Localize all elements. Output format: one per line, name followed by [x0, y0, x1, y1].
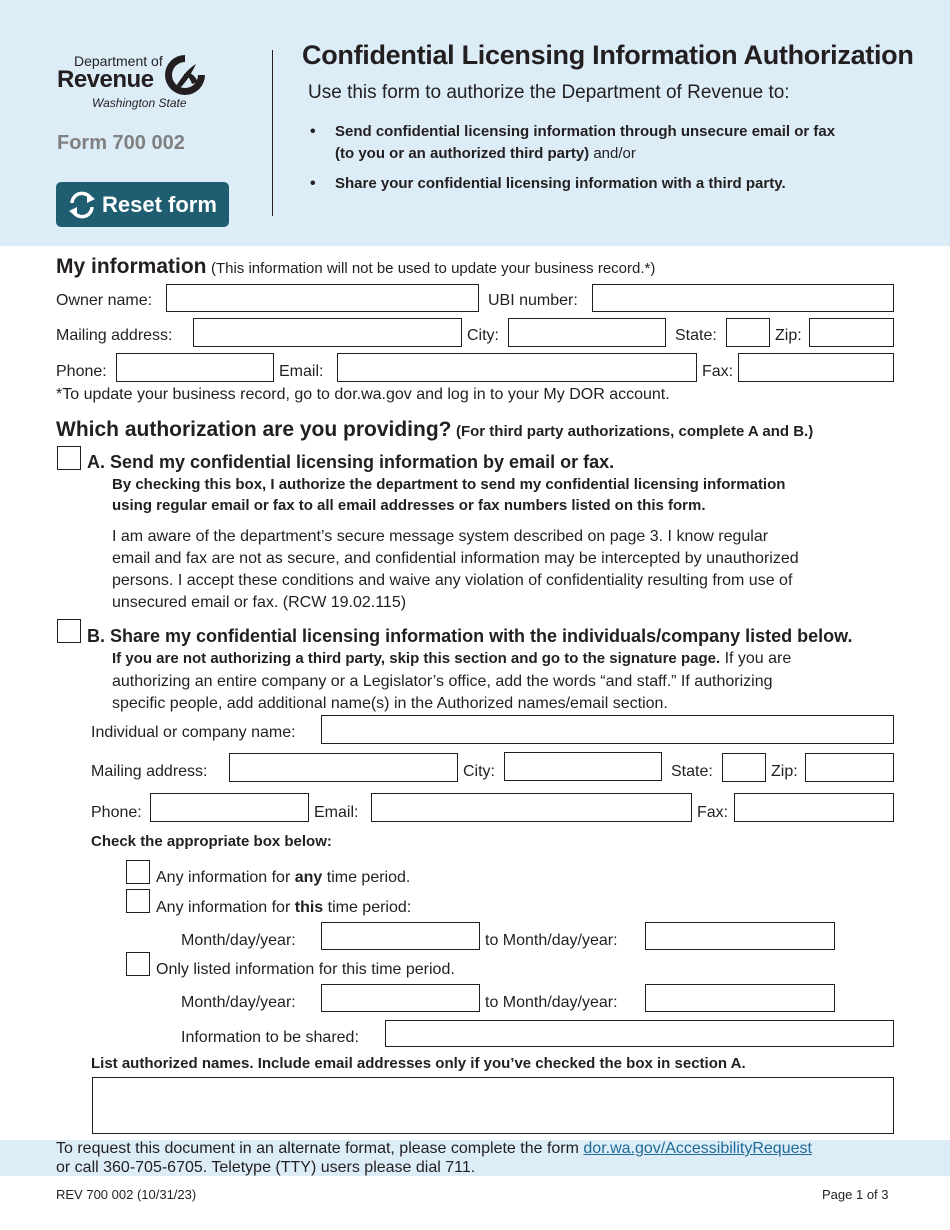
option-any-period-bold: any: [294, 869, 323, 886]
option-any-period-checkbox[interactable]: [126, 860, 150, 884]
logo-dept-text: Department of: [74, 53, 163, 69]
opt3-to-date-field[interactable]: [645, 984, 835, 1012]
mailing-address-label: Mailing address:: [56, 327, 173, 344]
section-a-checkbox[interactable]: [57, 446, 81, 470]
option-any-period-pre: Any information for: [156, 869, 295, 886]
accessibility-text: To request this document in an alternate format, please complete the form: [56, 1140, 584, 1157]
accessibility-line-2: or call 360-705-6705. Teletype (TTY) users please dial 711.: [56, 1159, 476, 1176]
b-zip-field[interactable]: [805, 753, 894, 782]
bullet-icon: •: [310, 175, 316, 192]
b-ind-company-field[interactable]: [321, 715, 894, 744]
section-a-para-line-1: I am aware of the department’s secure message system described on page 3. I know regular: [112, 528, 769, 545]
option-any-period-post: time period.: [322, 869, 411, 886]
zip-label: Zip:: [775, 327, 802, 344]
info-shared-field[interactable]: [385, 1020, 894, 1047]
opt3-from-date-label: Month/day/year:: [181, 994, 296, 1011]
bullet-1-line-1: Send confidential licensing information through unsecure email or fax: [335, 123, 836, 140]
page-title: Confidential Licensing Information Authorization: [302, 40, 914, 70]
b-state-field[interactable]: [722, 753, 766, 782]
my-info-note: (This information will not be used to update your business record.*): [210, 260, 656, 277]
opt3-from-date-field[interactable]: [321, 984, 480, 1012]
email-field[interactable]: [337, 353, 697, 382]
city-field[interactable]: [508, 318, 666, 347]
option-this-period-pre: Any information for: [156, 899, 295, 916]
option-this-period-label: [156, 899, 411, 917]
phone-label: Phone:: [56, 363, 107, 380]
b-city-label: City:: [463, 763, 495, 780]
auth-heading-row: [56, 418, 813, 442]
zip-field[interactable]: [809, 318, 894, 347]
form-number: Form 700 002: [57, 132, 185, 154]
bullet-1-line-2: [335, 145, 636, 162]
b-ind-company-label: Individual or company name:: [91, 724, 296, 741]
b-phone-field[interactable]: [150, 793, 309, 822]
state-field[interactable]: [726, 318, 770, 347]
auth-note: (For third party authorizations, complete A and B.): [455, 423, 814, 440]
option-this-period-bold: this: [294, 899, 324, 916]
header-divider: [272, 50, 273, 216]
b-city-field[interactable]: [504, 752, 662, 781]
state-label: State:: [675, 327, 717, 344]
section-b-line-2: authorizing an entire company or a Legislator’s office, add the words “and staff.” If authorizing: [112, 673, 773, 690]
bullet-1-line-2-bold: (to you or an authorized third party): [335, 145, 590, 162]
city-label: City:: [467, 327, 499, 344]
b-mailing-label: Mailing address:: [91, 763, 208, 780]
intro-text: Use this form to authorize the Department of Revenue to:: [308, 82, 790, 103]
section-b-title: B. Share my confidential licensing information with the individuals/company listed below.: [87, 626, 853, 646]
section-b-line-1-bold: If you are not authorizing a third party, skip this section and go to the signature page.: [112, 650, 721, 667]
opt2-from-date-field[interactable]: [321, 922, 480, 950]
section-a-para-line-4: unsecured email or fax. (RCW 19.02.115): [112, 594, 407, 611]
section-b-checkbox[interactable]: [57, 619, 81, 643]
bullet-icon: •: [310, 123, 316, 140]
logo-state-text: Washington State: [92, 96, 187, 110]
info-shared-label: Information to be shared:: [181, 1029, 359, 1046]
section-a-bold-line-1: By checking this box, I authorize the department to send my confidential licensing information: [112, 476, 786, 493]
fax-field[interactable]: [738, 353, 894, 382]
b-state-label: State:: [671, 763, 713, 780]
phone-field[interactable]: [116, 353, 274, 382]
dor-logo-mark-icon: [162, 52, 208, 98]
b-email-field[interactable]: [371, 793, 692, 822]
b-mailing-field[interactable]: [229, 753, 458, 782]
page-number: Page 1 of 3: [822, 1187, 889, 1202]
ubi-label: UBI number:: [488, 292, 578, 309]
accessibility-line-1: [56, 1140, 812, 1158]
b-email-label: Email:: [314, 804, 359, 821]
bullet-1-line-2-rest: and/or: [589, 145, 636, 162]
section-a-para-line-3: persons. I accept these conditions and waive any violation of confidentiality resulting from use of: [112, 572, 793, 589]
b-fax-label: Fax:: [697, 804, 729, 821]
check-box-heading: Check the appropriate box below:: [91, 833, 332, 850]
opt2-to-date-label: to Month/day/year:: [485, 932, 618, 949]
b-fax-field[interactable]: [734, 793, 894, 822]
option-this-period-checkbox[interactable]: [126, 889, 150, 913]
my-info-heading-row: [56, 255, 655, 279]
option-this-period-post: time period:: [323, 899, 412, 916]
accessibility-request-link[interactable]: dor.wa.gov/AccessibilityRequest: [583, 1140, 812, 1157]
section-a-para-line-2: email and fax are not as secure, and confidential information may be intercepted by unauthorized: [112, 550, 799, 567]
logo-revenue-text: Revenue: [57, 66, 154, 93]
reset-icon: [64, 187, 100, 223]
b-zip-label: Zip:: [771, 763, 798, 780]
opt3-to-date-label: to Month/day/year:: [485, 994, 618, 1011]
opt2-to-date-field[interactable]: [645, 922, 835, 950]
section-b-line-3: specific people, add additional name(s) in the Authorized names/email section.: [112, 695, 668, 712]
ubi-field[interactable]: [592, 284, 894, 312]
section-b-line-1: [112, 650, 791, 668]
opt2-from-date-label: Month/day/year:: [181, 932, 296, 949]
authorized-names-heading: List authorized names. Include email addresses only if you’ve checked the box in section A.: [91, 1055, 746, 1072]
form-revision: REV 700 002 (10/31/23): [56, 1187, 197, 1202]
bullet-2: Share your confidential licensing information with a third party.: [335, 175, 786, 192]
my-info-footnote: *To update your business record, go to dor.wa.gov and log in to your My DOR account.: [56, 386, 670, 403]
my-info-heading: My information: [56, 255, 207, 278]
reset-form-button[interactable]: [56, 182, 229, 227]
fax-label: Fax:: [702, 363, 734, 380]
section-b-line-1-rest: If you are: [720, 650, 792, 667]
section-a-bold-line-2: using regular email or fax to all email addresses or fax numbers listed on this form.: [112, 497, 706, 514]
option-any-period-label: [156, 869, 410, 887]
owner-name-field[interactable]: [166, 284, 479, 312]
section-a-title: A. Send my confidential licensing information by email or fax.: [87, 452, 615, 472]
mailing-address-field[interactable]: [193, 318, 462, 347]
authorized-names-field[interactable]: [92, 1077, 894, 1134]
auth-heading: Which authorization are you providing?: [56, 418, 452, 441]
option-listed-info-label: Only listed information for this time period.: [156, 961, 455, 978]
b-phone-label: Phone:: [91, 804, 142, 821]
reset-form-label: Reset form: [102, 191, 217, 217]
option-listed-info-checkbox[interactable]: [126, 952, 150, 976]
email-label: Email:: [279, 363, 324, 380]
owner-name-label: Owner name:: [56, 292, 153, 309]
